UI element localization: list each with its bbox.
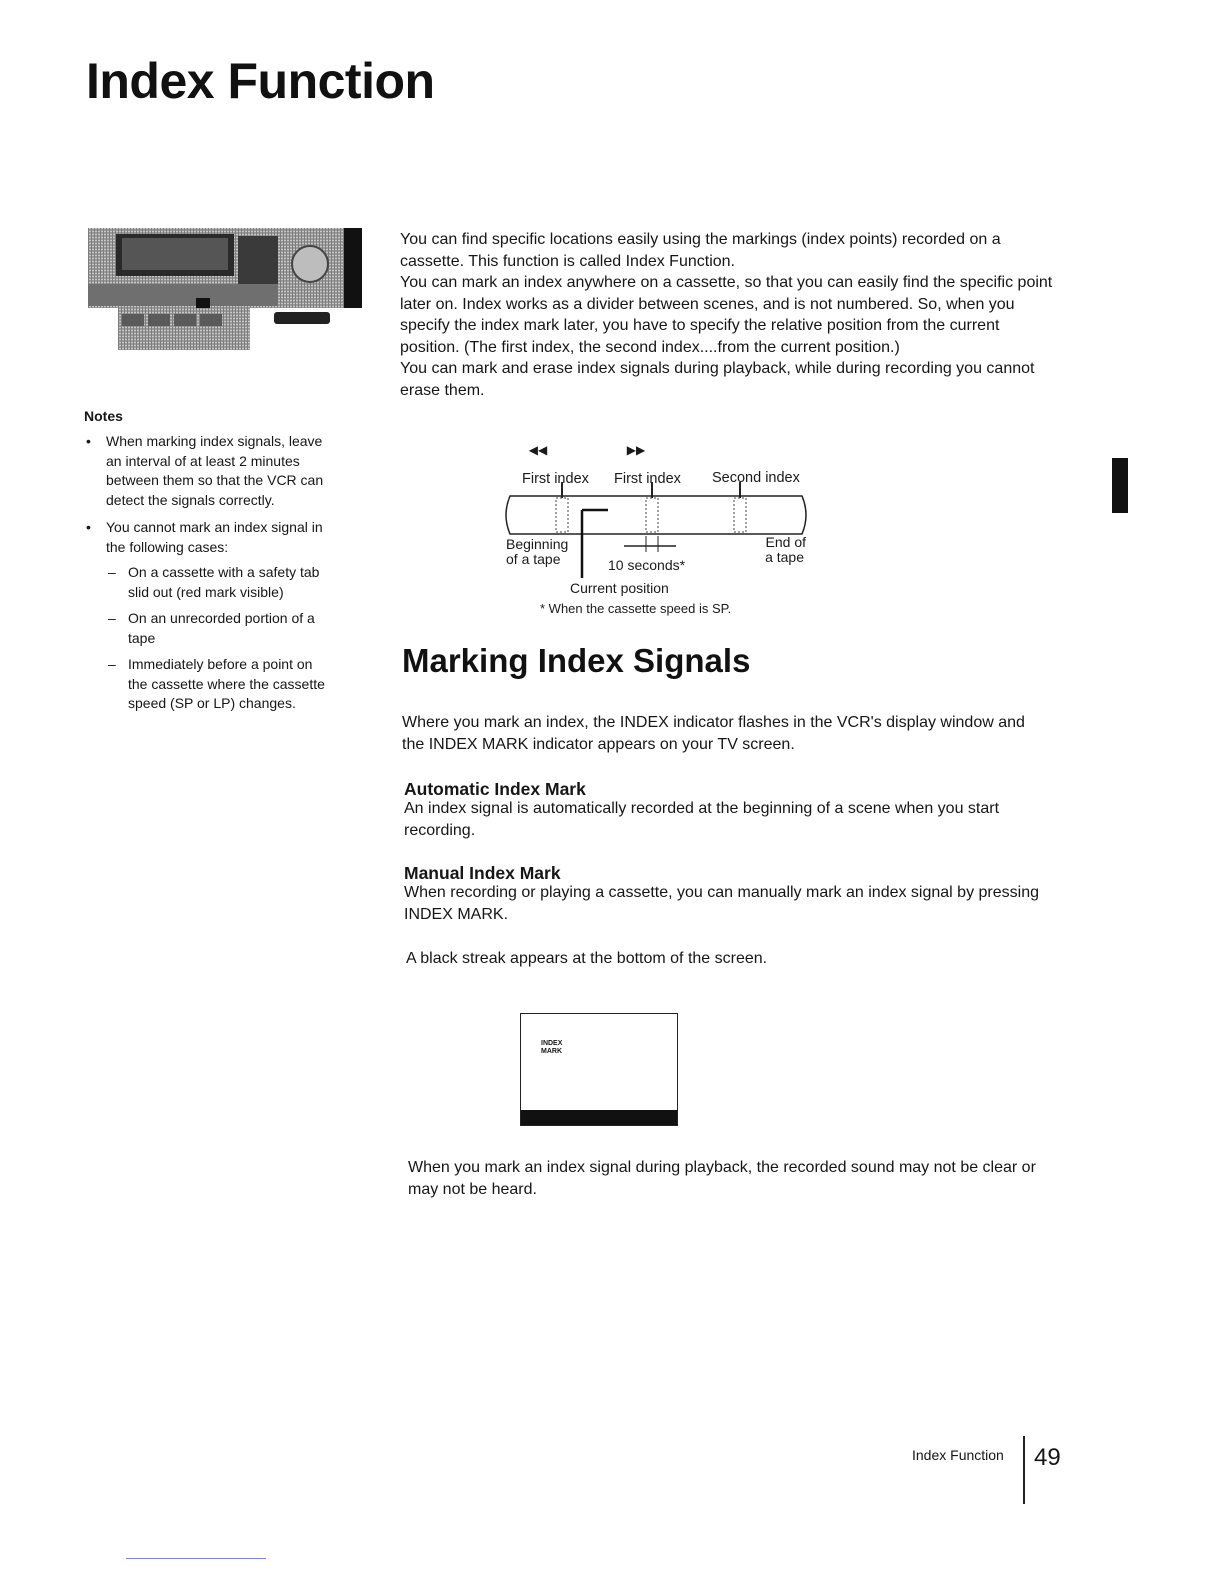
label-interval: 10 seconds* [608, 557, 686, 573]
label-current-position: Current position [570, 580, 669, 596]
tape-strip [506, 496, 806, 534]
tv-indicator-line1: INDEX [541, 1040, 563, 1047]
index-mark-first-right [646, 498, 658, 532]
note-subitem: – Immediately before a point on the cassette where the cassette speed (SP or LP) changes. [106, 655, 334, 714]
page-title: Index Function [86, 53, 435, 109]
intro-paragraph: You can mark and erase index signals during playback, while during recording you cannot erase them. [400, 360, 1035, 399]
section-title: Marking Index Signals [402, 642, 751, 679]
rewind-icon: ◀◀ [528, 443, 548, 457]
tv-indicator-line2: MARK [541, 1048, 562, 1055]
black-streak [521, 1110, 677, 1125]
label-beginning-line1: Beginning [506, 536, 569, 552]
streak-note: A black streak appears at the bottom of the screen. [406, 950, 768, 967]
notes-heading: Notes [84, 408, 123, 424]
tv-index-mark-indicator [541, 1040, 562, 1056]
note-sublist [106, 563, 334, 714]
intro-paragraph: You can mark an index anywhere on a cassette, so that you can easily find the specific point later on. Index works as a divider between scenes, and is not numbered. So, when you specify the index mark later, you have to specify the relative position from the current position. (The first index, the second index....from the current position.) [400, 274, 1053, 356]
index-mark-second [734, 498, 746, 532]
section-intro: Where you mark an index, the INDEX indicator flashes in the VCR's display window and the INDEX MARK indicator appears on your TV screen. [402, 714, 1025, 753]
index-diagram [496, 436, 826, 622]
note-item-text: You cannot mark an index signal in the following cases: [106, 519, 323, 555]
label-first-index-right: First index [614, 471, 681, 487]
manual-index-body: When recording or playing a cassette, you can manually mark an index signal by pressing INDEX MARK. [404, 884, 1039, 923]
footer-divider [1023, 1436, 1025, 1504]
section-thumb-tab [1112, 458, 1128, 513]
vcr-photo [88, 228, 362, 350]
manual-index-heading: Manual Index Mark [404, 863, 561, 883]
label-end-line2: a tape [765, 549, 804, 565]
label-second-index: Second index [712, 470, 800, 486]
label-first-index-left: First index [522, 471, 589, 487]
footer-label: Index Function [912, 1447, 1004, 1463]
automatic-index-body: An index signal is automatically recorded at the beginning of a scene when you start recording. [404, 800, 1000, 839]
intro-text [400, 229, 1060, 401]
label-beginning-line2: of a tape [506, 551, 561, 567]
automatic-index-heading: Automatic Index Mark [404, 779, 586, 799]
note-subitem: – On a cassette with a safety tab slid out (red mark visible) [106, 563, 334, 602]
notes-list [84, 432, 334, 722]
intro-paragraph: You can find specific locations easily using the markings (index points) recorded on a cassette. This function is called Index Function. [400, 231, 1001, 270]
diagram-footnote: * When the cassette speed is SP. [540, 601, 732, 616]
label-end-line1: End of [765, 534, 806, 550]
note-item [84, 518, 334, 714]
index-mark-first-left [556, 498, 568, 532]
playback-note: When you mark an index signal during playback, the recorded sound may not be clear or may not be heard. [408, 1159, 1036, 1198]
note-item: • When marking index signals, leave an interval of at least 2 minutes between them so that the VCR can detect the signals correctly. [84, 432, 334, 510]
page-number: 49 [1034, 1444, 1061, 1471]
bottom-rule [126, 1558, 266, 1559]
fast-forward-icon: ▶▶ [626, 443, 646, 457]
note-subitem: – On an unrecorded portion of a tape [106, 609, 334, 648]
tv-screen-illustration [520, 1013, 678, 1126]
